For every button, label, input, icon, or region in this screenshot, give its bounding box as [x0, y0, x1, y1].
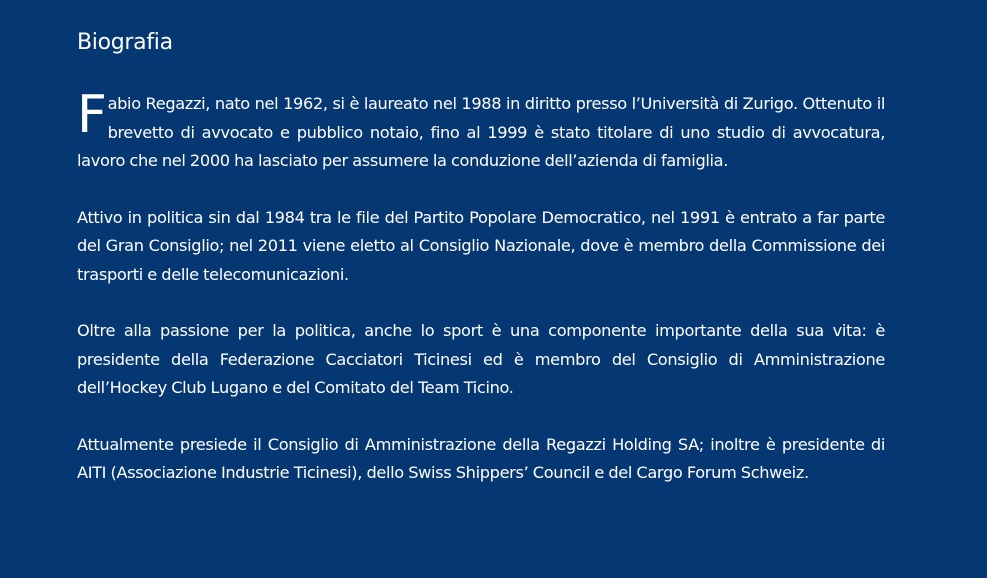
bio-paragraph-2: Attivo in politica sin dal 1984 tra le file del Partito Popolare Democratico, nel 1991 è entrato a far parte del Gran Consiglio; nel 2011 viene eletto al Consiglio Nazionale, dove è membro della Commissione dei trasporti e delle telecomunicazioni. [77, 207, 885, 284]
biography-section [77, 28, 885, 488]
bio-paragraph-3: Oltre alla passione per la politica, anche lo sport è una componente importante della sua vita: è presidente della Federazione Cacciatori Ticinesi ed è membro del Consiglio di Amministrazione dell’Hockey Club Lugano e del Comitato del Team Ticino. [77, 321, 885, 397]
section-title: Biografia [77, 30, 173, 55]
bio-paragraph-1-text: abio Regazzi, nato nel 1962, si è laureato nel 1988 in diritto presso l’Università di Zurigo. Ottenuto il brevetto di avvocato e pubblico notaio, fino al 1999 è stato titolare di uno studio di avvocatura, lavoro che nel 2000 ha lasciato per assumere la conduzione dell’azienda di famiglia. [77, 94, 885, 170]
bio-paragraph-4: Attualmente presiede il Consiglio di Amministrazione della Regazzi Holding SA; inoltre è presidente di AITI (Associazione Industrie Ticinesi), dello Swiss Shippers’ Council e del Cargo Forum Schweiz. [77, 434, 885, 482]
bio-paragraph-1 [77, 85, 885, 176]
drop-cap: F [77, 85, 107, 145]
